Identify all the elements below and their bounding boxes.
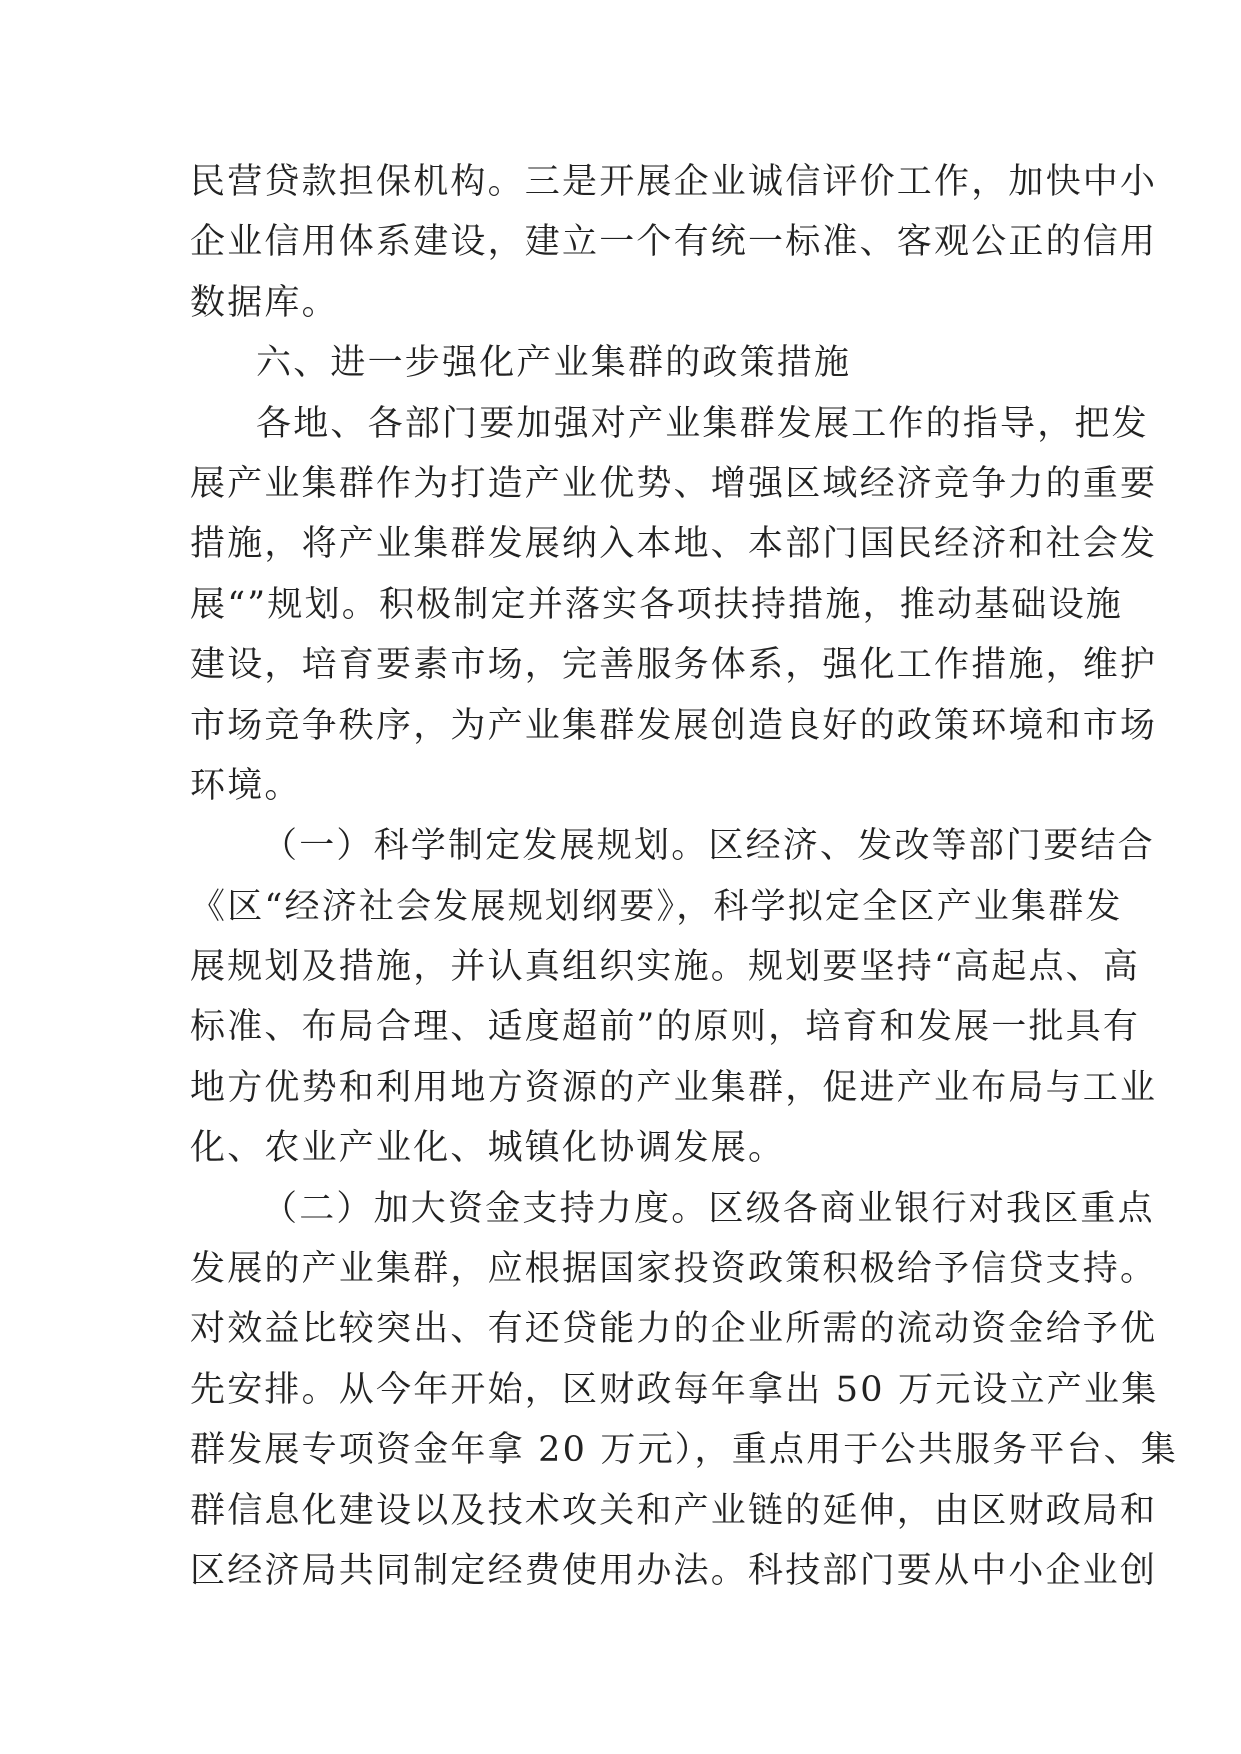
text-line: 标准、布局合理、适度超前”的原则，培育和发展一批具有 [190,1007,1141,1048]
text-line: 群发展专项资金年拿 20 万元），重点用于公共服务平台、集 [190,1430,1179,1471]
text-line: 措施，将产业集群发展纳入本地、本部门国民经济和社会发 [190,524,1158,565]
text-line: 建设，培育要素市场，完善服务体系，强化工作措施，维护 [190,645,1158,686]
text-line: 区经济局共同制定经费使用办法。科技部门要从中小企业创 [190,1550,1158,1591]
text-line: 展“”规划。积极制定并落实各项扶持措施，推动基础设施 [190,584,1123,625]
text-line: 对效益比较突出、有还贷能力的企业所需的流动资金给予优 [190,1309,1158,1350]
text-line: 群信息化建设以及技术攻关和产业链的延伸，由区财政局和 [190,1490,1158,1531]
text-line: 企业信用体系建设，建立一个有统一标准、客观公正的信用 [190,222,1158,263]
text-line: 民营贷款担保机构。三是开展企业诚信评价工作，加快中小 [190,162,1158,202]
text-line: 《区“经济社会发展规划纲要》，科学拟定全区产业集群发 [190,886,1123,927]
section-heading: 六、进一步强化产业集群的政策措施 [256,343,852,384]
subsection-heading: （一）科学制定发展规划。区经济、发改等部门要结合 [262,826,1155,867]
paragraph-start: 各地、各部门要加强对产业集群发展工作的指导，把发 [256,403,1149,444]
text-line: 展规划及措施，并认真组织实施。规划要坚持“高起点、高 [190,947,1141,988]
body-text [190,152,1179,1601]
text-line: 化、农业产业化、城镇化协调发展。 [190,1128,786,1169]
subsection-heading: （二）加大资金支持力度。区级各商业银行对我区重点 [262,1188,1155,1229]
text-line: 环境。 [190,765,302,806]
text-line: 地方优势和利用地方资源的产业集群，促进产业布局与工业 [190,1067,1158,1108]
text-line: 先安排。从今年开始，区财政每年拿出 50 万元设立产业集 [190,1369,1159,1410]
text-line: 发展的产业集群，应根据国家投资政策积极给予信贷支持。 [190,1249,1158,1290]
text-line: 数据库。 [190,282,339,323]
text-line: 展产业集群作为打造产业优势、增强区域经济竞争力的重要 [190,463,1158,504]
text-line: 市场竞争秩序，为产业集群发展创造良好的政策环境和市场 [190,705,1158,746]
